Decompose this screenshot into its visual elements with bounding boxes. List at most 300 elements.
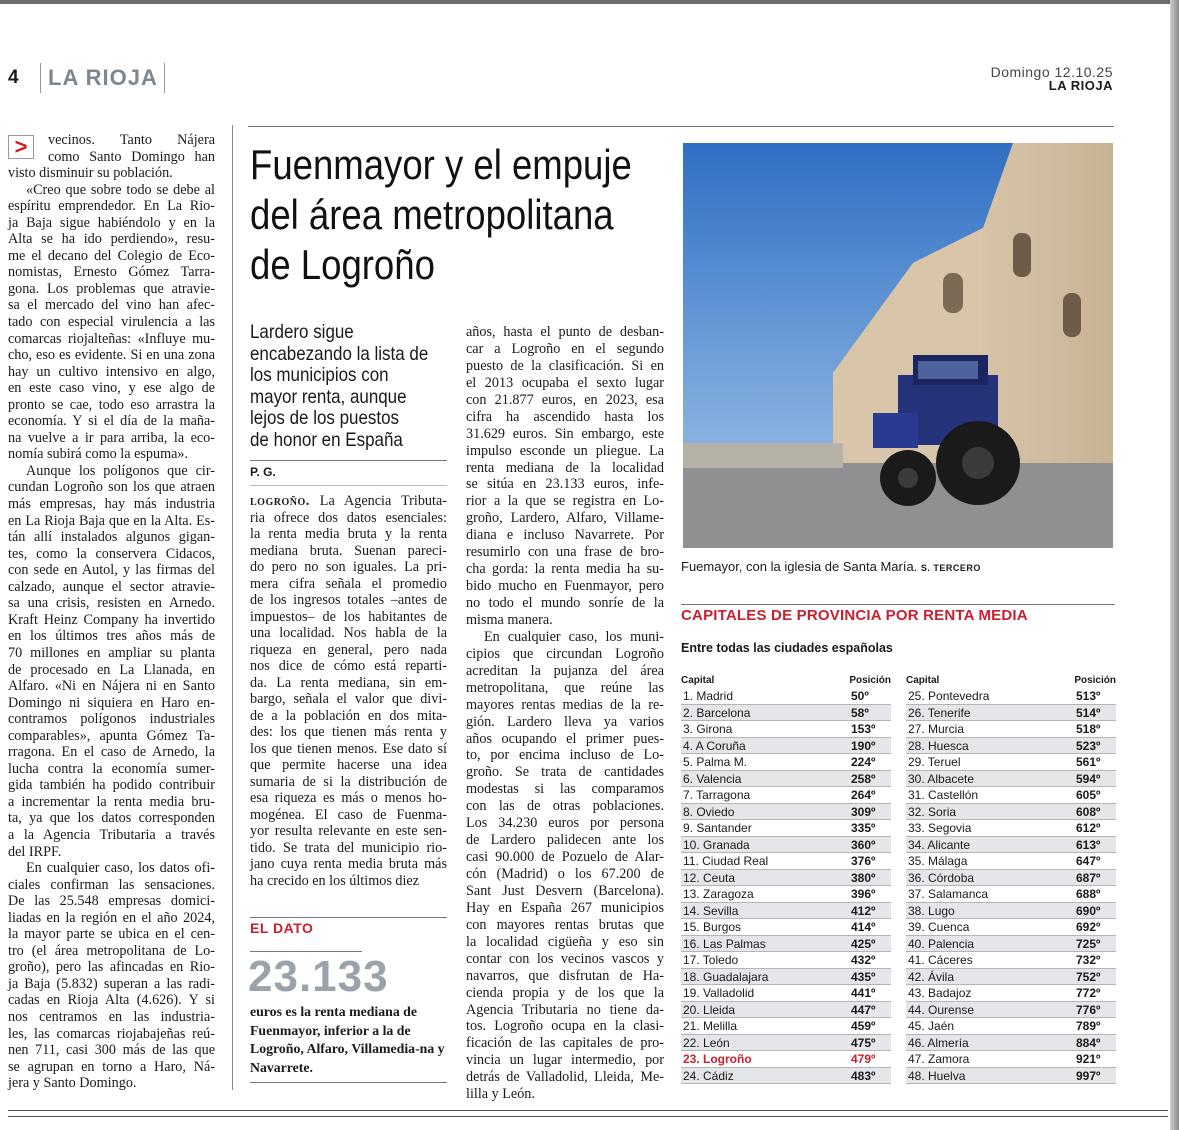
capital-name: 11. Ciudad Real [683, 854, 769, 868]
text-line: lilla y León. [466, 1086, 535, 1103]
capital-position: 884º [1076, 1035, 1101, 1050]
table-row [681, 688, 891, 705]
text-line: la mayor parte se ubica en el cen- [8, 926, 215, 943]
text-line: pronto se cae, todo eso arrastra la [8, 396, 215, 413]
text-line: puesto de la clasificación. Si en [466, 357, 664, 374]
table-row [681, 1035, 891, 1052]
capital-name: 44. Ourense [908, 1002, 975, 1017]
table-row [906, 787, 1116, 804]
text-line: impulso esconde un pliegue. La [466, 442, 664, 459]
section-title: LA RIOJA [48, 65, 158, 90]
capital-position: 425º [851, 936, 876, 951]
middle-column-text [250, 493, 447, 889]
text-line: Aunque los polígonos que cir- [26, 462, 215, 479]
text-line: mogénea. El caso de Fuenma- [250, 806, 447, 823]
subtitle-line: mayor renta, aunque [250, 385, 407, 408]
capital-name: 40. Palencia [908, 936, 975, 951]
text-line: los que tienen menos. Ese dato sí [250, 740, 447, 757]
capital-name: 7. Tarragona [683, 788, 751, 802]
text-line: más empresas, hay más industria [8, 496, 215, 513]
rule [250, 917, 447, 918]
capital-name: 41. Cáceres [908, 953, 973, 967]
text-line: no todo el mundo sonríe de la [466, 595, 664, 611]
capital-position: 688º [1076, 887, 1101, 901]
capital-position: 692º [1076, 920, 1101, 934]
rule [250, 460, 447, 461]
text-line: nos centramos en las industria- [8, 1008, 215, 1025]
capital-position: 447º [851, 1002, 876, 1017]
text-line: Alfaro. «Ni en Nájera ni en Santo [8, 678, 215, 695]
text-line: cifra ha ascendido hasta los [466, 408, 664, 425]
text-line: a la Agencia Tributaria a través [8, 826, 215, 843]
capital-name: 47. Zamora [908, 1052, 970, 1066]
text-line: me el decano del Colegio de Eco- [8, 247, 215, 264]
table-row [681, 721, 891, 738]
headline [250, 140, 689, 290]
capital-position: 459º [851, 1019, 876, 1033]
capital-name: 23. Logroño [683, 1052, 752, 1066]
capital-name: 17. Toledo [683, 953, 739, 967]
table-row [906, 853, 1116, 870]
capital-name: 45. Jaén [908, 1019, 955, 1033]
divider [164, 63, 165, 93]
capital-name: 10. Granada [683, 837, 750, 852]
text-line: con las de otras poblaciones. [466, 798, 664, 815]
text-line: ria ofrece dos datos esenciales: [250, 509, 447, 526]
page-top-edge [0, 0, 1179, 4]
headline-line: de Logroño [250, 241, 435, 288]
capital-name: 13. Zaragoza [683, 887, 754, 901]
text-line: Kraft Heinz Company ha invertido [8, 611, 215, 628]
text-line: con mayores rentas brutas que [466, 916, 664, 933]
text-line: en este caso vino, y ese algo de [8, 380, 215, 397]
table-row [906, 754, 1116, 771]
capital-position: 772º [1076, 986, 1101, 1000]
column-header-position: Posición [1074, 675, 1116, 686]
table-row [681, 787, 891, 804]
table-row [681, 804, 891, 821]
text-line: ha crecido en los últimos diez [250, 872, 420, 889]
capital-name: 25. Pontevedra [908, 689, 990, 703]
table-row [681, 820, 891, 837]
text-line: gona. Los problemas que atravie- [8, 280, 215, 297]
right-column-text [466, 324, 664, 1103]
text-line: hay un cultivo intensivo en algo, [8, 363, 215, 380]
text-line: resumirlo con una frase de bro- [466, 544, 664, 561]
table-row [906, 705, 1116, 722]
table-row [906, 1051, 1116, 1068]
text-line: en los últimos tres años más de [8, 628, 215, 645]
text-line: gida también ha podido contribuir [8, 777, 215, 794]
subtitle-line: encabezando la lista de [250, 342, 429, 365]
capital-name: 31. Castellón [908, 788, 979, 802]
capital-position: 441º [851, 986, 876, 1000]
photo-caption [681, 559, 981, 574]
left-column-text [8, 132, 215, 1092]
capital-name: 2. Barcelona [683, 705, 751, 720]
text-line: Hay en España 267 municipios [466, 899, 664, 916]
table-header [906, 674, 1116, 688]
text-line: to, por encima incluso de Lo- [466, 747, 664, 764]
capital-position: 690º [1076, 903, 1101, 918]
table-row [906, 1018, 1116, 1035]
table-row [906, 804, 1116, 821]
capital-position: 475º [851, 1035, 876, 1050]
text-line: que permite hacerse una idea [250, 757, 447, 773]
capital-position: 647º [1076, 854, 1101, 868]
text-line: Los 34.230 euros por persona [466, 815, 664, 832]
capital-name: 28. Huesca [908, 738, 969, 753]
table-row [906, 688, 1116, 705]
capital-position: 153º [851, 722, 876, 736]
capital-name: 33. Segovia [908, 821, 972, 835]
text-line: de Lardero palidecen ante los [466, 832, 664, 849]
text-line: una localidad. Nos habla de la [250, 625, 447, 641]
table-row [681, 1018, 891, 1035]
text-line: a incrementar la renta media bru- [8, 793, 215, 810]
text-line: sa una crisis, resisten en Arnedo. [8, 595, 215, 612]
capital-name: 30. Albacete [908, 771, 975, 786]
capital-name: 3. Girona [683, 722, 733, 736]
capital-name: 48. Huelva [908, 1068, 966, 1083]
bottom-rule [8, 1116, 1168, 1117]
capital-position: 479º [851, 1052, 876, 1066]
table-row [681, 903, 891, 920]
text-line: en La Rioja Baja que en la Alta. Es- [8, 512, 215, 529]
capital-position: 224º [851, 755, 876, 769]
capital-position: 190º [851, 738, 876, 753]
table-row [681, 985, 891, 1002]
table-row [681, 705, 891, 722]
text-line: des: los que tienen más renta y [250, 724, 447, 740]
table-row [906, 1068, 1116, 1085]
top-rule [248, 126, 1114, 127]
text-line: ciales confirman las sensaciones. [8, 876, 215, 893]
table-row [906, 820, 1116, 837]
table-row [681, 936, 891, 953]
text-line: sumaria de si la distribución de [250, 773, 447, 790]
table-row [906, 738, 1116, 755]
text-line: rior a la que se registra en Lo- [466, 493, 664, 510]
text-line: de a la población en dos mita- [250, 707, 447, 724]
capital-name: 12. Ceuta [683, 870, 736, 885]
text-line: vincia un lugar intermedio, por [466, 1052, 664, 1069]
text-line: tido. Se trata del municipio rio- [250, 839, 447, 856]
text-line: tado con especial virulencia a las [8, 314, 215, 331]
text-line: Alta se ha ido perdiendo», resu- [8, 231, 215, 248]
table-row [681, 1002, 891, 1019]
capital-name: 22. León [683, 1035, 730, 1050]
text-line: misma manera. [466, 611, 553, 628]
capital-name: 38. Lugo [908, 903, 955, 918]
text-line: groño, Lardero, Alfaro, Villame- [466, 510, 664, 527]
capital-position: 360º [851, 837, 876, 852]
ranking-table-left [681, 674, 891, 1084]
subtitle-line: los municipios con [250, 364, 389, 386]
table-row [906, 837, 1116, 854]
text-line: bido mucho en Fuenmayor, pero [466, 578, 664, 595]
column-header-capital: Capital [681, 675, 715, 686]
capital-position: 435º [851, 969, 876, 984]
text-line: sa el mercado del vino han afec- [8, 297, 215, 314]
text-line: ta, ya que los datos corresponden [8, 810, 215, 827]
table-row [681, 738, 891, 755]
text-line: da. La renta mediana, sin em- [250, 674, 447, 691]
text-line: bargo, señala el valor que divi- [250, 691, 447, 707]
text-line: del IRPF. [8, 843, 62, 860]
caption-text: Fuemayor, con la iglesia de Santa María. [681, 559, 918, 574]
text-line: de procesado en La Llanada, en [8, 661, 215, 678]
text-line: Sant Just Desvern (Barcelona). [466, 882, 664, 899]
text-line: contar con los vecinos vascos y [466, 950, 664, 967]
table-row [681, 754, 891, 771]
capital-name: 36. Córdoba [908, 870, 975, 885]
subtitle-line: lejos de los puestos [250, 407, 400, 429]
capital-name: 26. Tenerife [908, 705, 971, 720]
table-row [681, 853, 891, 870]
table-row [906, 903, 1116, 920]
text-line: visto disminuir su población. [8, 165, 173, 182]
capital-name: 21. Melilla [683, 1019, 738, 1033]
text-line: diana e incluso Navarrete. Por [466, 527, 664, 544]
text-line: vecinos. Tanto Nájera [48, 132, 215, 148]
el-dato-text: euros es la renta mediana de Fuenmayor, inferior a la de Logroño, Alfaro, Villamedia-na y Navarrete. [250, 1004, 445, 1075]
capital-position: 514º [1076, 705, 1101, 720]
capital-position: 518º [1076, 722, 1101, 736]
text-line: como Santo Domingo han [48, 148, 215, 165]
capital-name: 39. Cuenca [908, 920, 970, 934]
text-line: 70 millones en ampliar su planta [8, 644, 215, 661]
text-line: economía. Y si el día de la maña- [8, 413, 215, 430]
capital-position: 687º [1076, 870, 1101, 885]
table-row [906, 771, 1116, 788]
text-line: «Creo que sobre todo se debe al [26, 181, 215, 198]
table-row [681, 919, 891, 936]
table-row [681, 969, 891, 986]
text-line: mayores rentas medias de la re- [466, 696, 664, 713]
text-line: les, las comarcas riojabajeñas reú- [8, 1025, 215, 1042]
text-line: esa riqueza es más o menos ho- [250, 790, 447, 806]
table-row [906, 1035, 1116, 1052]
text-line: gión. Lardero lleva ya varios [466, 713, 664, 730]
capital-name: 24. Cádiz [683, 1068, 734, 1083]
capital-position: 608º [1076, 804, 1101, 819]
text-line: ficación de las capitales de pro- [466, 1035, 664, 1052]
text-line: Domingo ni siquiera en Haro en- [8, 694, 215, 711]
text-line: tos. Logroño ocupa en la clasi- [466, 1018, 664, 1035]
table-header [681, 674, 891, 688]
red-chevron-right-icon: > [8, 135, 34, 159]
table-row [681, 870, 891, 887]
page-right-edge [1170, 0, 1179, 1130]
text-line: detrás de Valladolid, Lleida, Me- [466, 1069, 664, 1086]
text-line: lucha contra la economía sumer- [8, 760, 215, 777]
capital-position: 309º [851, 804, 876, 819]
table-row [906, 721, 1116, 738]
text-line: liadas en la región en el año 2024, [8, 909, 215, 926]
capital-position: 380º [851, 870, 876, 885]
el-dato-number: 23.133 [248, 952, 389, 1001]
ranking-table-right [906, 674, 1116, 1084]
table-row [906, 969, 1116, 986]
text-line: espíritu emprendedor. En La Rio- [8, 198, 215, 215]
text-line: 31.629 euros. Sin embargo, este [466, 425, 664, 442]
text-line: nomistas, Ernesto Gómez Tarra- [8, 264, 215, 281]
capital-name: 15. Burgos [683, 920, 742, 934]
text-line: tán allí instalados algunos gigan- [8, 529, 215, 546]
capital-name: 18. Guadalajara [683, 969, 769, 984]
text-line: con sede en Autol, y las firmas del [8, 562, 215, 579]
capital-position: 612º [1076, 821, 1101, 835]
text-line: cho, eso es evidente. Si en una zona [8, 347, 215, 364]
text-line: comparables», apunta Gómez Ta- [8, 727, 215, 744]
dateline: logroño. [250, 493, 310, 509]
capital-position: 613º [1076, 837, 1101, 852]
capital-name: 27. Murcia [908, 722, 965, 736]
table-subtitle: Entre todas las ciudades españolas [681, 641, 893, 655]
text-line: nos dice de cómo está reparti- [250, 658, 447, 674]
photo-credit: S. TERCERO [920, 563, 981, 573]
text-line: años, hasta el punto de desban- [466, 324, 664, 340]
capital-name: 16. Las Palmas [683, 936, 766, 951]
column-divider [232, 125, 233, 1090]
capital-name: 9. Santander [683, 821, 752, 835]
table-row [681, 1051, 891, 1068]
byline: P. G. [250, 465, 276, 479]
text-line: modestas si las comparamos [466, 781, 664, 798]
text-line: cundan Logroño son los que atraen [8, 479, 215, 496]
text-fragment: La Agencia Tributa- [309, 493, 447, 509]
text-line: el 2013 ocupaba el sexto lugar [466, 374, 664, 391]
table-row [906, 952, 1116, 969]
text-line: la localidad cigüeña y eso sin [466, 933, 664, 950]
capital-name: 37. Salamanca [908, 887, 989, 901]
capital-name: 6. Valencia [683, 771, 742, 786]
text-line: riqueza en general, pero nada [250, 641, 447, 658]
text-line: impuestos– de los habitantes de [250, 608, 447, 625]
capital-name: 32. Soria [908, 804, 957, 819]
text-line: cadas en Rioja Alta (4.626). Y si [8, 992, 215, 1009]
text-line: yor resulta relevante en este sen- [250, 823, 447, 839]
text-line: la renta media bruta y la renta [250, 526, 447, 542]
headline-line: del área metropolitana [250, 191, 614, 238]
capital-position: 335º [851, 821, 876, 835]
text-line: En cualquier caso, los datos ofi- [26, 860, 215, 877]
text-line: De las 25.548 empresas domici- [8, 893, 215, 910]
capital-position: 483º [851, 1068, 876, 1083]
capital-name: 29. Teruel [908, 755, 961, 769]
capital-position: 396º [851, 887, 876, 901]
table-row [681, 1068, 891, 1085]
text-line: comarcas riojalteñas: «Influye mu- [8, 330, 215, 347]
table-row [906, 886, 1116, 903]
text-line: groño. Se trata de cantidades [466, 764, 664, 781]
divider [40, 63, 41, 93]
text-line: navarros, que disfrutan de Ha- [466, 967, 664, 984]
capital-position: 921º [1076, 1052, 1101, 1066]
capital-position: 605º [1076, 788, 1101, 802]
table-body [681, 688, 891, 1084]
capital-position: 997º [1076, 1068, 1101, 1083]
table-row [681, 886, 891, 903]
issue-date: Domingo 12.10.25 [990, 64, 1113, 80]
text-line: do pero no son iguales. La pri- [250, 559, 447, 575]
table-body [906, 688, 1116, 1084]
rule [250, 1082, 447, 1083]
text-line: acreditan la pujanza del área [466, 662, 664, 679]
text-line [250, 493, 447, 510]
text-line: cón (Madrid) o los 67.200 de [466, 866, 664, 882]
table-row [681, 837, 891, 854]
rule [250, 485, 447, 486]
table-row [681, 771, 891, 788]
text-line: tes, como la conservera Cidacos, [8, 545, 215, 562]
rule [681, 604, 1115, 605]
text-line: car a Logroño en el segundo [466, 340, 664, 357]
capital-name: 42. Ávila [908, 969, 955, 984]
text-line: cha gorda: la renta media ha su- [466, 561, 664, 578]
text-line: de los ingresos totales –antes de [250, 592, 447, 608]
capital-name: 35. Málaga [908, 854, 968, 868]
capital-name: 5. Palma M. [683, 755, 748, 769]
text-line: ja Baja sigue habiéndolo y en la [8, 214, 215, 231]
capital-name: 43. Badajoz [908, 986, 972, 1000]
table-row [906, 936, 1116, 953]
text-line: jano cuya renta media bruta más [250, 856, 447, 872]
table-row [681, 952, 891, 969]
capital-name: 8. Oviedo [683, 804, 735, 819]
capital-position: 513º [1076, 689, 1101, 703]
headline-line: Fuenmayor y el empuje [250, 141, 632, 188]
capital-position: 258º [851, 771, 876, 786]
text-line: años ocupando el primer pues- [466, 730, 664, 747]
capital-position: 432º [851, 953, 876, 967]
capital-position: 789º [1076, 1019, 1101, 1033]
newspaper-name: LA RIOJA [1048, 78, 1113, 93]
text-line: rragona. En el caso de Arnedo, la [8, 744, 215, 761]
column-header-position: Posición [849, 675, 891, 686]
text-line: cienda propia y de los que la [466, 984, 664, 1001]
page-number: 4 [8, 67, 19, 88]
capital-position: 58º [851, 705, 869, 720]
table-row [906, 1002, 1116, 1019]
text-line: se sitúa en 23.133 euros, infe- [466, 476, 664, 493]
text-line: casi 90.000 de Pozuelo de Alar- [466, 849, 664, 866]
capital-name: 14. Sevilla [683, 903, 739, 918]
text-line: nen 711, casi 300 más de las que [8, 1042, 215, 1059]
text-line: tro (el área metropolitana de Lo- [8, 942, 215, 959]
text-line: renta mediana de la localidad [466, 459, 664, 476]
column-header-capital: Capital [906, 675, 940, 686]
text-line: mera cifra señala el promedio [250, 575, 447, 592]
table-row [906, 870, 1116, 887]
text-line: calzado, aunque el sector atravie- [8, 578, 215, 595]
text-line: jera y Santo Domingo. [8, 1075, 137, 1092]
text-line: En cualquier caso, los muni- [484, 628, 664, 645]
text-line: groño), pero las afincadas en Rio- [8, 959, 215, 976]
bottom-rule [8, 1110, 1168, 1111]
capital-position: 414º [851, 920, 876, 934]
capital-name: 19. Valladolid [683, 986, 755, 1000]
capital-name: 20. Lleida [683, 1002, 736, 1017]
capital-position: 732º [1076, 953, 1101, 967]
text-line: contramos polígonos industriales [8, 711, 215, 728]
capital-name: 4. A Coruña [683, 738, 746, 753]
text-line: nomía subirá como la espuma». [8, 446, 189, 463]
text-line: Agencia Tributaria no tiene da- [466, 1001, 664, 1018]
subtitle [250, 322, 455, 451]
el-dato-label: EL DATO [250, 920, 314, 936]
